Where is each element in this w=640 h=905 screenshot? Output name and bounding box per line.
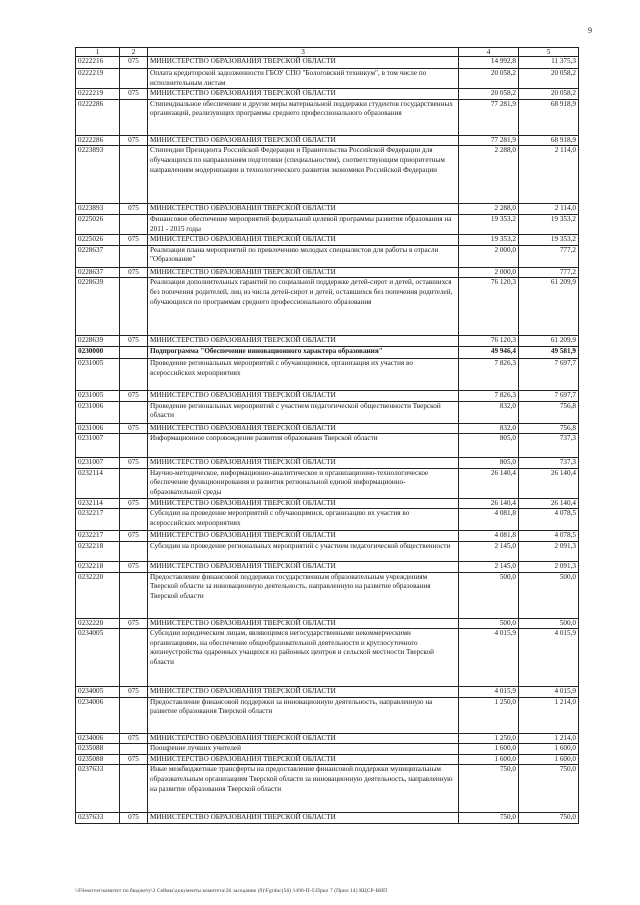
code-cell: 0234005 xyxy=(76,687,120,698)
department-code-cell xyxy=(120,541,148,561)
department-code-cell xyxy=(120,146,148,204)
table-row xyxy=(76,99,579,135)
planned-amount-cell: 750,0 xyxy=(459,765,519,813)
department-code-cell xyxy=(120,99,148,135)
table-row xyxy=(76,541,579,561)
description-cell: МИНИСТЕРСТВО ОБРАЗОВАНИЯ ТВЕРСКОЙ ОБЛАСТИ xyxy=(148,336,459,347)
header-cell: 3 xyxy=(148,48,459,57)
planned-amount-cell: 20 058,2 xyxy=(459,69,519,89)
table-row xyxy=(76,278,579,336)
description-cell: МИНИСТЕРСТВО ОБРАЗОВАНИЯ ТВЕРСКОЙ ОБЛАСТИ xyxy=(148,561,459,572)
code-cell: 0232114 xyxy=(76,498,120,509)
department-code-cell: 075 xyxy=(120,531,148,542)
department-code-cell xyxy=(120,697,148,733)
description-cell: МИНИСТЕРСТВО ОБРАЗОВАНИЯ ТВЕРСКОЙ ОБЛАСТИ xyxy=(148,135,459,146)
description-cell: Проведение региональных мероприятий с участием педагогической общественности Тверской области xyxy=(148,401,459,423)
department-code-cell: 075 xyxy=(120,423,148,434)
department-code-cell xyxy=(120,69,148,89)
department-code-cell: 075 xyxy=(120,618,148,629)
description-cell: МИНИСТЕРСТВО ОБРАЗОВАНИЯ ТВЕРСКОЙ ОБЛАСТИ xyxy=(148,618,459,629)
actual-amount-cell: 4 078,5 xyxy=(519,509,579,531)
actual-amount-cell: 737,3 xyxy=(519,434,579,458)
department-code-cell: 075 xyxy=(120,89,148,100)
code-cell: 0225026 xyxy=(76,235,120,246)
description-cell: МИНИСТЕРСТВО ОБРАЗОВАНИЯ ТВЕРСКОЙ ОБЛАСТИ xyxy=(148,89,459,100)
actual-amount-cell: 777,2 xyxy=(519,267,579,278)
table-row xyxy=(76,629,579,687)
actual-amount-cell: 4 078,5 xyxy=(519,531,579,542)
planned-amount-cell: 4 015,9 xyxy=(459,687,519,698)
description-cell: МИНИСТЕРСТВО ОБРАЗОВАНИЯ ТВЕРСКОЙ ОБЛАСТИ xyxy=(148,687,459,698)
description-cell: Реализация плана мероприятий по привлечению молодых специалистов для работы в отрасли "Образование" xyxy=(148,245,459,267)
department-code-cell: 075 xyxy=(120,135,148,146)
planned-amount-cell: 500,0 xyxy=(459,572,519,618)
budget-table xyxy=(75,47,579,824)
department-code-cell xyxy=(120,572,148,618)
table-row xyxy=(76,458,579,469)
code-cell: 0232220 xyxy=(76,572,120,618)
actual-amount-cell: 49 581,9 xyxy=(519,346,579,358)
description-cell: Иные межбюджетные трансферты на предоставление финансовой поддержки муниципальным образовательным организациям Тверской области за инновационную деятельность, направленную на развитие образования Тверской области xyxy=(148,765,459,813)
planned-amount-cell: 19 353,2 xyxy=(459,214,519,234)
table-row xyxy=(76,146,579,204)
description-cell: Проведение региональных мероприятий с обучающимися, организация их участия во всероссийских мероприятиях xyxy=(148,358,459,390)
planned-amount-cell: 1 600,0 xyxy=(459,754,519,765)
actual-amount-cell: 26 140,4 xyxy=(519,498,579,509)
department-code-cell xyxy=(120,765,148,813)
code-cell: 0223893 xyxy=(76,204,120,215)
department-code-cell xyxy=(120,509,148,531)
planned-amount-cell: 4 015,9 xyxy=(459,629,519,687)
actual-amount-cell: 750,0 xyxy=(519,765,579,813)
department-code-cell: 075 xyxy=(120,754,148,765)
description-cell: МИНИСТЕРСТВО ОБРАЗОВАНИЯ ТВЕРСКОЙ ОБЛАСТИ xyxy=(148,498,459,509)
actual-amount-cell: 4 015,9 xyxy=(519,687,579,698)
code-cell: 0222216 xyxy=(76,57,120,69)
planned-amount-cell: 2 000,0 xyxy=(459,245,519,267)
table-row xyxy=(76,423,579,434)
table-row xyxy=(76,235,579,246)
planned-amount-cell: 14 992,8 xyxy=(459,57,519,69)
code-cell: 0228639 xyxy=(76,278,120,336)
actual-amount-cell: 7 697,7 xyxy=(519,358,579,390)
table-row xyxy=(76,618,579,629)
department-code-cell xyxy=(120,744,148,755)
planned-amount-cell: 2 145,0 xyxy=(459,541,519,561)
planned-amount-cell: 2 000,0 xyxy=(459,267,519,278)
planned-amount-cell: 750,0 xyxy=(459,813,519,824)
code-cell: 0231007 xyxy=(76,434,120,458)
code-cell: 0232217 xyxy=(76,531,120,542)
actual-amount-cell: 2 114,0 xyxy=(519,146,579,204)
header-cell: 1 xyxy=(76,48,120,57)
code-cell: 0237633 xyxy=(76,765,120,813)
description-cell: Информационное сопровождение развития образования Тверской области xyxy=(148,434,459,458)
planned-amount-cell: 2 145,0 xyxy=(459,561,519,572)
description-cell: МИНИСТЕРСТВО ОБРАЗОВАНИЯ ТВЕРСКОЙ ОБЛАСТИ xyxy=(148,458,459,469)
department-code-cell: 075 xyxy=(120,267,148,278)
planned-amount-cell: 19 353,2 xyxy=(459,235,519,246)
description-cell: МИНИСТЕРСТВО ОБРАЗОВАНИЯ ТВЕРСКОЙ ОБЛАСТИ xyxy=(148,423,459,434)
code-cell: 0231006 xyxy=(76,401,120,423)
table-row xyxy=(76,754,579,765)
planned-amount-cell: 26 140,4 xyxy=(459,498,519,509)
actual-amount-cell: 68 918,9 xyxy=(519,99,579,135)
file-path-footer: \\Fileserver\комитет по бюджету\3 Сеймы\документы комитета\36 заседание (9)\Fgrdoc(56) 1496-П-5\Прил 7 (Прил 14) КЦСР-ВИП xyxy=(75,888,388,894)
code-cell: 0234006 xyxy=(76,733,120,744)
planned-amount-cell: 805,0 xyxy=(459,458,519,469)
code-cell: 0231005 xyxy=(76,390,120,401)
table-row xyxy=(76,401,579,423)
table-row xyxy=(76,245,579,267)
department-code-cell xyxy=(120,434,148,458)
table-row xyxy=(76,509,579,531)
description-cell: Субсидии на проведение региональных мероприятий с участием педагогической общественности xyxy=(148,541,459,561)
department-code-cell xyxy=(120,468,148,498)
description-cell: Реализация дополнительных гарантий по социальной поддержке детей-сирот и детей, оставшихся без попечения родителей, лиц из числа детей-сирот и детей, оставшихся без попечения родителей, обучающихся по программам среднего профессионального образования xyxy=(148,278,459,336)
description-cell: МИНИСТЕРСТВО ОБРАЗОВАНИЯ ТВЕРСКОЙ ОБЛАСТИ xyxy=(148,390,459,401)
description-cell: Стипендиальное обеспечение и другие меры материальной поддержки студентов государственных организаций, реализующих программы среднего профессионального образования xyxy=(148,99,459,135)
table-row xyxy=(76,434,579,458)
planned-amount-cell: 77 281,9 xyxy=(459,135,519,146)
planned-amount-cell: 4 081,8 xyxy=(459,531,519,542)
code-cell: 0230000 xyxy=(76,346,120,358)
table-row xyxy=(76,358,579,390)
actual-amount-cell: 756,8 xyxy=(519,401,579,423)
code-cell: 0231005 xyxy=(76,358,120,390)
actual-amount-cell: 1 600,0 xyxy=(519,754,579,765)
department-code-cell xyxy=(120,214,148,234)
code-cell: 0223893 xyxy=(76,146,120,204)
description-cell: Стипендии Президента Российской Федерации и Правительства Российской Федерации для обучающихся по направлениям подготовки (специальностям), соответствующим приоритетным направлениям модернизации и технологического развития экономики Российской Федерации xyxy=(148,146,459,204)
code-cell: 0231007 xyxy=(76,458,120,469)
description-cell: МИНИСТЕРСТВО ОБРАЗОВАНИЯ ТВЕРСКОЙ ОБЛАСТИ xyxy=(148,57,459,69)
department-code-cell: 075 xyxy=(120,57,148,69)
planned-amount-cell: 832,0 xyxy=(459,401,519,423)
actual-amount-cell: 756,8 xyxy=(519,423,579,434)
department-code-cell xyxy=(120,358,148,390)
department-code-cell xyxy=(120,629,148,687)
header-cell: 4 xyxy=(459,48,519,57)
code-cell: 0232218 xyxy=(76,561,120,572)
description-cell: Предоставление финансовой поддержки государственным образовательным учреждениям Тверской области за инновационную деятельность, направленную на развитие образования Тверской области xyxy=(148,572,459,618)
planned-amount-cell: 77 281,9 xyxy=(459,99,519,135)
actual-amount-cell: 61 209,9 xyxy=(519,278,579,336)
description-cell: Предоставление финансовой поддержки за инновационную деятельность, направленную на развитие образования Тверской области xyxy=(148,697,459,733)
code-cell: 0232218 xyxy=(76,541,120,561)
table-row xyxy=(76,561,579,572)
planned-amount-cell: 500,0 xyxy=(459,618,519,629)
code-cell: 0222219 xyxy=(76,89,120,100)
department-code-cell xyxy=(120,245,148,267)
code-cell: 0222286 xyxy=(76,135,120,146)
description-cell: Научно-методическое, информационно-аналитическое и организационно-технологическое обеспечение функционирования и развития региональной единой информационно-образовательной среды xyxy=(148,468,459,498)
planned-amount-cell: 7 826,3 xyxy=(459,358,519,390)
actual-amount-cell: 750,0 xyxy=(519,813,579,824)
table-row xyxy=(76,813,579,824)
code-cell: 0234005 xyxy=(76,629,120,687)
description-cell: Поощрение лучших учителей xyxy=(148,744,459,755)
actual-amount-cell: 500,0 xyxy=(519,572,579,618)
table-row xyxy=(76,687,579,698)
table-row xyxy=(76,733,579,744)
page-number: 9 xyxy=(588,26,592,35)
actual-amount-cell: 2 114,0 xyxy=(519,204,579,215)
description-cell: МИНИСТЕРСТВО ОБРАЗОВАНИЯ ТВЕРСКОЙ ОБЛАСТИ xyxy=(148,204,459,215)
description-cell: МИНИСТЕРСТВО ОБРАЗОВАНИЯ ТВЕРСКОЙ ОБЛАСТИ xyxy=(148,267,459,278)
code-cell: 0235088 xyxy=(76,754,120,765)
code-cell: 0232217 xyxy=(76,509,120,531)
table-body xyxy=(76,57,579,824)
code-cell: 0232114 xyxy=(76,468,120,498)
code-cell: 0222286 xyxy=(76,99,120,135)
department-code-cell: 075 xyxy=(120,336,148,347)
department-code-cell: 075 xyxy=(120,204,148,215)
planned-amount-cell: 1 250,0 xyxy=(459,697,519,733)
description-cell: Подпрограмма "Обеспечение инновационного характера образования" xyxy=(148,346,459,358)
table-row xyxy=(76,135,579,146)
actual-amount-cell: 68 918,9 xyxy=(519,135,579,146)
header-cell: 5 xyxy=(519,48,579,57)
planned-amount-cell: 832,0 xyxy=(459,423,519,434)
department-code-cell: 075 xyxy=(120,561,148,572)
actual-amount-cell: 777,2 xyxy=(519,245,579,267)
actual-amount-cell: 19 353,2 xyxy=(519,214,579,234)
table-row xyxy=(76,69,579,89)
actual-amount-cell: 11 375,3 xyxy=(519,57,579,69)
code-cell: 0228639 xyxy=(76,336,120,347)
department-code-cell: 075 xyxy=(120,458,148,469)
description-cell: Финансовое обеспечение мероприятий федеральной целевой программы развития образования на 2011 - 2015 годы xyxy=(148,214,459,234)
department-code-cell: 075 xyxy=(120,813,148,824)
actual-amount-cell: 19 353,2 xyxy=(519,235,579,246)
table-row xyxy=(76,346,579,358)
planned-amount-cell: 805,0 xyxy=(459,434,519,458)
table-row xyxy=(76,498,579,509)
code-cell: 0232220 xyxy=(76,618,120,629)
actual-amount-cell: 1 214,0 xyxy=(519,697,579,733)
code-cell: 0235088 xyxy=(76,744,120,755)
description-cell: МИНИСТЕРСТВО ОБРАЗОВАНИЯ ТВЕРСКОЙ ОБЛАСТИ xyxy=(148,754,459,765)
actual-amount-cell: 26 140,4 xyxy=(519,468,579,498)
table-row xyxy=(76,744,579,755)
description-cell: Субсидии юридическим лицам, являющимся негосударственными некоммерческими организациями, на обеспечение общеобразовательной деятельности и круглосуточного жизнеустройства одаренных учащихся из районных центров и сельской местности Тверской области xyxy=(148,629,459,687)
table-row xyxy=(76,214,579,234)
planned-amount-cell: 49 946,4 xyxy=(459,346,519,358)
department-code-cell: 075 xyxy=(120,687,148,698)
planned-amount-cell: 20 058,2 xyxy=(459,89,519,100)
column-number-row xyxy=(76,48,579,57)
code-cell: 0231006 xyxy=(76,423,120,434)
department-code-cell xyxy=(120,401,148,423)
table-row xyxy=(76,468,579,498)
actual-amount-cell: 7 697,7 xyxy=(519,390,579,401)
table-row xyxy=(76,204,579,215)
planned-amount-cell: 1 250,0 xyxy=(459,733,519,744)
code-cell: 0225026 xyxy=(76,214,120,234)
table-row xyxy=(76,267,579,278)
actual-amount-cell: 20 058,2 xyxy=(519,69,579,89)
actual-amount-cell: 61 209,9 xyxy=(519,336,579,347)
planned-amount-cell: 26 140,4 xyxy=(459,468,519,498)
description-cell: МИНИСТЕРСТВО ОБРАЗОВАНИЯ ТВЕРСКОЙ ОБЛАСТИ xyxy=(148,531,459,542)
department-code-cell: 075 xyxy=(120,498,148,509)
planned-amount-cell: 76 120,3 xyxy=(459,278,519,336)
code-cell: 0228637 xyxy=(76,245,120,267)
department-code-cell: 075 xyxy=(120,733,148,744)
actual-amount-cell: 4 015,9 xyxy=(519,629,579,687)
planned-amount-cell: 1 600,0 xyxy=(459,744,519,755)
actual-amount-cell: 2 091,3 xyxy=(519,541,579,561)
department-code-cell: 075 xyxy=(120,390,148,401)
planned-amount-cell: 4 081,8 xyxy=(459,509,519,531)
description-cell: МИНИСТЕРСТВО ОБРАЗОВАНИЯ ТВЕРСКОЙ ОБЛАСТИ xyxy=(148,235,459,246)
table-row xyxy=(76,57,579,69)
code-cell: 0222219 xyxy=(76,69,120,89)
department-code-cell xyxy=(120,278,148,336)
department-code-cell xyxy=(120,346,148,358)
planned-amount-cell: 2 288,0 xyxy=(459,204,519,215)
planned-amount-cell: 7 826,3 xyxy=(459,390,519,401)
table-row xyxy=(76,390,579,401)
table-row xyxy=(76,697,579,733)
actual-amount-cell: 2 091,3 xyxy=(519,561,579,572)
description-cell: Оплата кредиторской задолженности ГБОУ СПО "Бологовский техникум", в том числе по исполнительным листам xyxy=(148,69,459,89)
code-cell: 0228637 xyxy=(76,267,120,278)
actual-amount-cell: 500,0 xyxy=(519,618,579,629)
code-cell: 0234006 xyxy=(76,697,120,733)
actual-amount-cell: 20 058,2 xyxy=(519,89,579,100)
code-cell: 0237633 xyxy=(76,813,120,824)
planned-amount-cell: 2 288,0 xyxy=(459,146,519,204)
table-row xyxy=(76,336,579,347)
department-code-cell: 075 xyxy=(120,235,148,246)
table-row xyxy=(76,572,579,618)
header-cell: 2 xyxy=(120,48,148,57)
table-row xyxy=(76,765,579,813)
planned-amount-cell: 76 120,3 xyxy=(459,336,519,347)
table-row xyxy=(76,531,579,542)
actual-amount-cell: 737,3 xyxy=(519,458,579,469)
description-cell: МИНИСТЕРСТВО ОБРАЗОВАНИЯ ТВЕРСКОЙ ОБЛАСТИ xyxy=(148,733,459,744)
table-row xyxy=(76,89,579,100)
actual-amount-cell: 1 214,0 xyxy=(519,733,579,744)
actual-amount-cell: 1 600,0 xyxy=(519,744,579,755)
description-cell: МИНИСТЕРСТВО ОБРАЗОВАНИЯ ТВЕРСКОЙ ОБЛАСТИ xyxy=(148,813,459,824)
description-cell: Субсидии на проведение мероприятий с обучающимися, организацию их участия во всероссийских мероприятиях xyxy=(148,509,459,531)
